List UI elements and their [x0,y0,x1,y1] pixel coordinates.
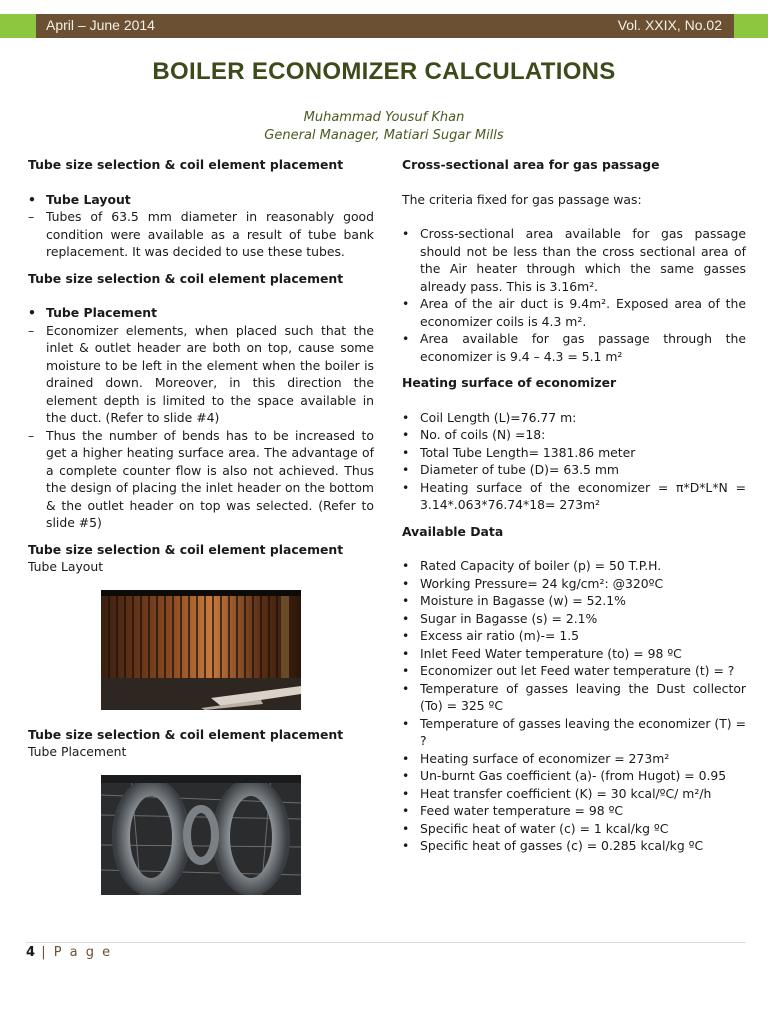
list-item: • Heat transfer coefficient (K) = 30 kcal/ºC/ m²/h [402,785,712,801]
tube-layout-photo [101,590,301,710]
list-item: • Area available for gas passage through the economizer is 9.4 – 4.3 = 5.1 m² [402,331,746,364]
tube-placement-list [28,304,374,532]
left-column [28,156,374,895]
figure-caption: Tube Layout [28,559,104,574]
section-heading: Available Data [402,523,504,539]
available-data-list [402,557,746,855]
list-item: • Diameter of tube (D)= 63.5 mm [402,462,620,477]
list-subheading: • Tube Layout [28,191,131,207]
right-column [402,156,746,855]
page-footer [26,942,746,960]
list-item: • Total Tube Length= 1381.86 meter [402,444,636,460]
issue-header-bar [0,14,768,38]
header-accent-left [0,14,36,38]
list-item: • Rated Capacity of boiler (p) = 50 T.P.H. [402,558,662,573]
list-item: • Heating surface of economizer = 273m² [402,750,670,766]
list-item: – Tubes of 63.5 mm diameter in reasonably good condition were available as a result of tube bank replacement. It was decided to use these tubes. [28,209,374,259]
list-item: • Specific heat of gasses (c) = 0.285 kcal/kg ºC [402,838,704,853]
list-item: • Cross-sectional area available for gas passage should not be less than the cross sectional area of the Air heater through which the same gasses already pass. This is 3.16m². [402,226,746,294]
list-item: – Economizer elements, when placed such that the inlet & outlet header are both on top, cause some moisture to be left in the element when the boiler is drained down. Moreover, in this direction the element depth is limited to the space available in the duct. (Refer to slide #4) [28,322,374,425]
list-item: • Coil Length (L)=76.77 m: [402,409,577,425]
issue-date: April – June 2014 [46,17,155,33]
page-number: 4 [26,945,36,960]
gas-passage-criteria-list [402,225,746,365]
author-name: Muhammad Yousuf Khan [303,110,465,125]
list-item: • Temperature of gasses leaving the economizer (T) = ? [402,715,746,748]
author-position: General Manager, Matiari Sugar Mills [264,128,504,143]
section-intro: The criteria fixed for gas passage was: [402,191,642,207]
list-item: • Heating surface of the economizer = π*D*L*N = 3.14*.063*76.74*18= 273m² [402,479,746,512]
tube-layout-list [28,191,374,261]
list-item: • Area of the air duct is 9.4m². Exposed area of the economizer coils is 4.3 m². [402,296,746,329]
section-heading: Tube size selection & coil element placement [28,157,344,172]
list-item: • Excess air ratio (m)-= 1.5 [402,628,580,643]
list-item: – Thus the number of bends has to be increased to get a higher heating surface area. The advantage of a complete counter flow is also not achieved. Thus the design of placing the inlet header on the bottom & the outlet header on top was selected. (Refer to slide #5) [28,427,374,530]
volume-number: Vol. XXIX, No.02 [617,17,722,33]
figure-caption: Tube Placement [28,744,127,759]
section-heading: Tube size selection & coil element placement [28,270,344,286]
page-label: | P a g e [41,945,113,960]
list-item: • Inlet Feed Water temperature (to) = 98 ºC [402,645,682,661]
article-title: BOILER ECONOMIZER CALCULATIONS [152,58,616,85]
section-heading: Heating surface of economizer [402,375,617,390]
section-heading: Tube size selection & coil element placement [28,541,344,557]
author-block [0,109,768,145]
list-item: • Temperature of gasses leaving the Dust collector (To) = 325 ºC [402,680,746,713]
list-item: • Moisture in Bagasse (w) = 52.1% [402,593,626,608]
section-heading: Tube size selection & coil element placement [28,726,344,742]
list-item: • Sugar in Bagasse (s) = 2.1% [402,610,598,626]
list-item: • No. of coils (N) =18: [402,427,546,442]
list-item: • Un-burnt Gas coefficient (a)- (from Hugot) = 0.95 [402,768,727,783]
heating-surface-list [402,409,746,514]
section-heading: Cross-sectional area for gas passage [402,157,660,172]
header-band [36,14,734,38]
list-item: • Specific heat of water (c) = 1 kcal/kg ºC [402,820,669,836]
list-item: • Working Pressure= 24 kg/cm²: @320ºC [402,575,664,591]
list-item: • Economizer out let Feed water temperature (t) = ? [402,663,735,678]
tube-placement-photo [101,775,301,895]
header-accent-right [734,14,768,38]
list-item: • Feed water temperature = 98 ºC [402,803,624,818]
list-subheading: • Tube Placement [28,305,157,320]
